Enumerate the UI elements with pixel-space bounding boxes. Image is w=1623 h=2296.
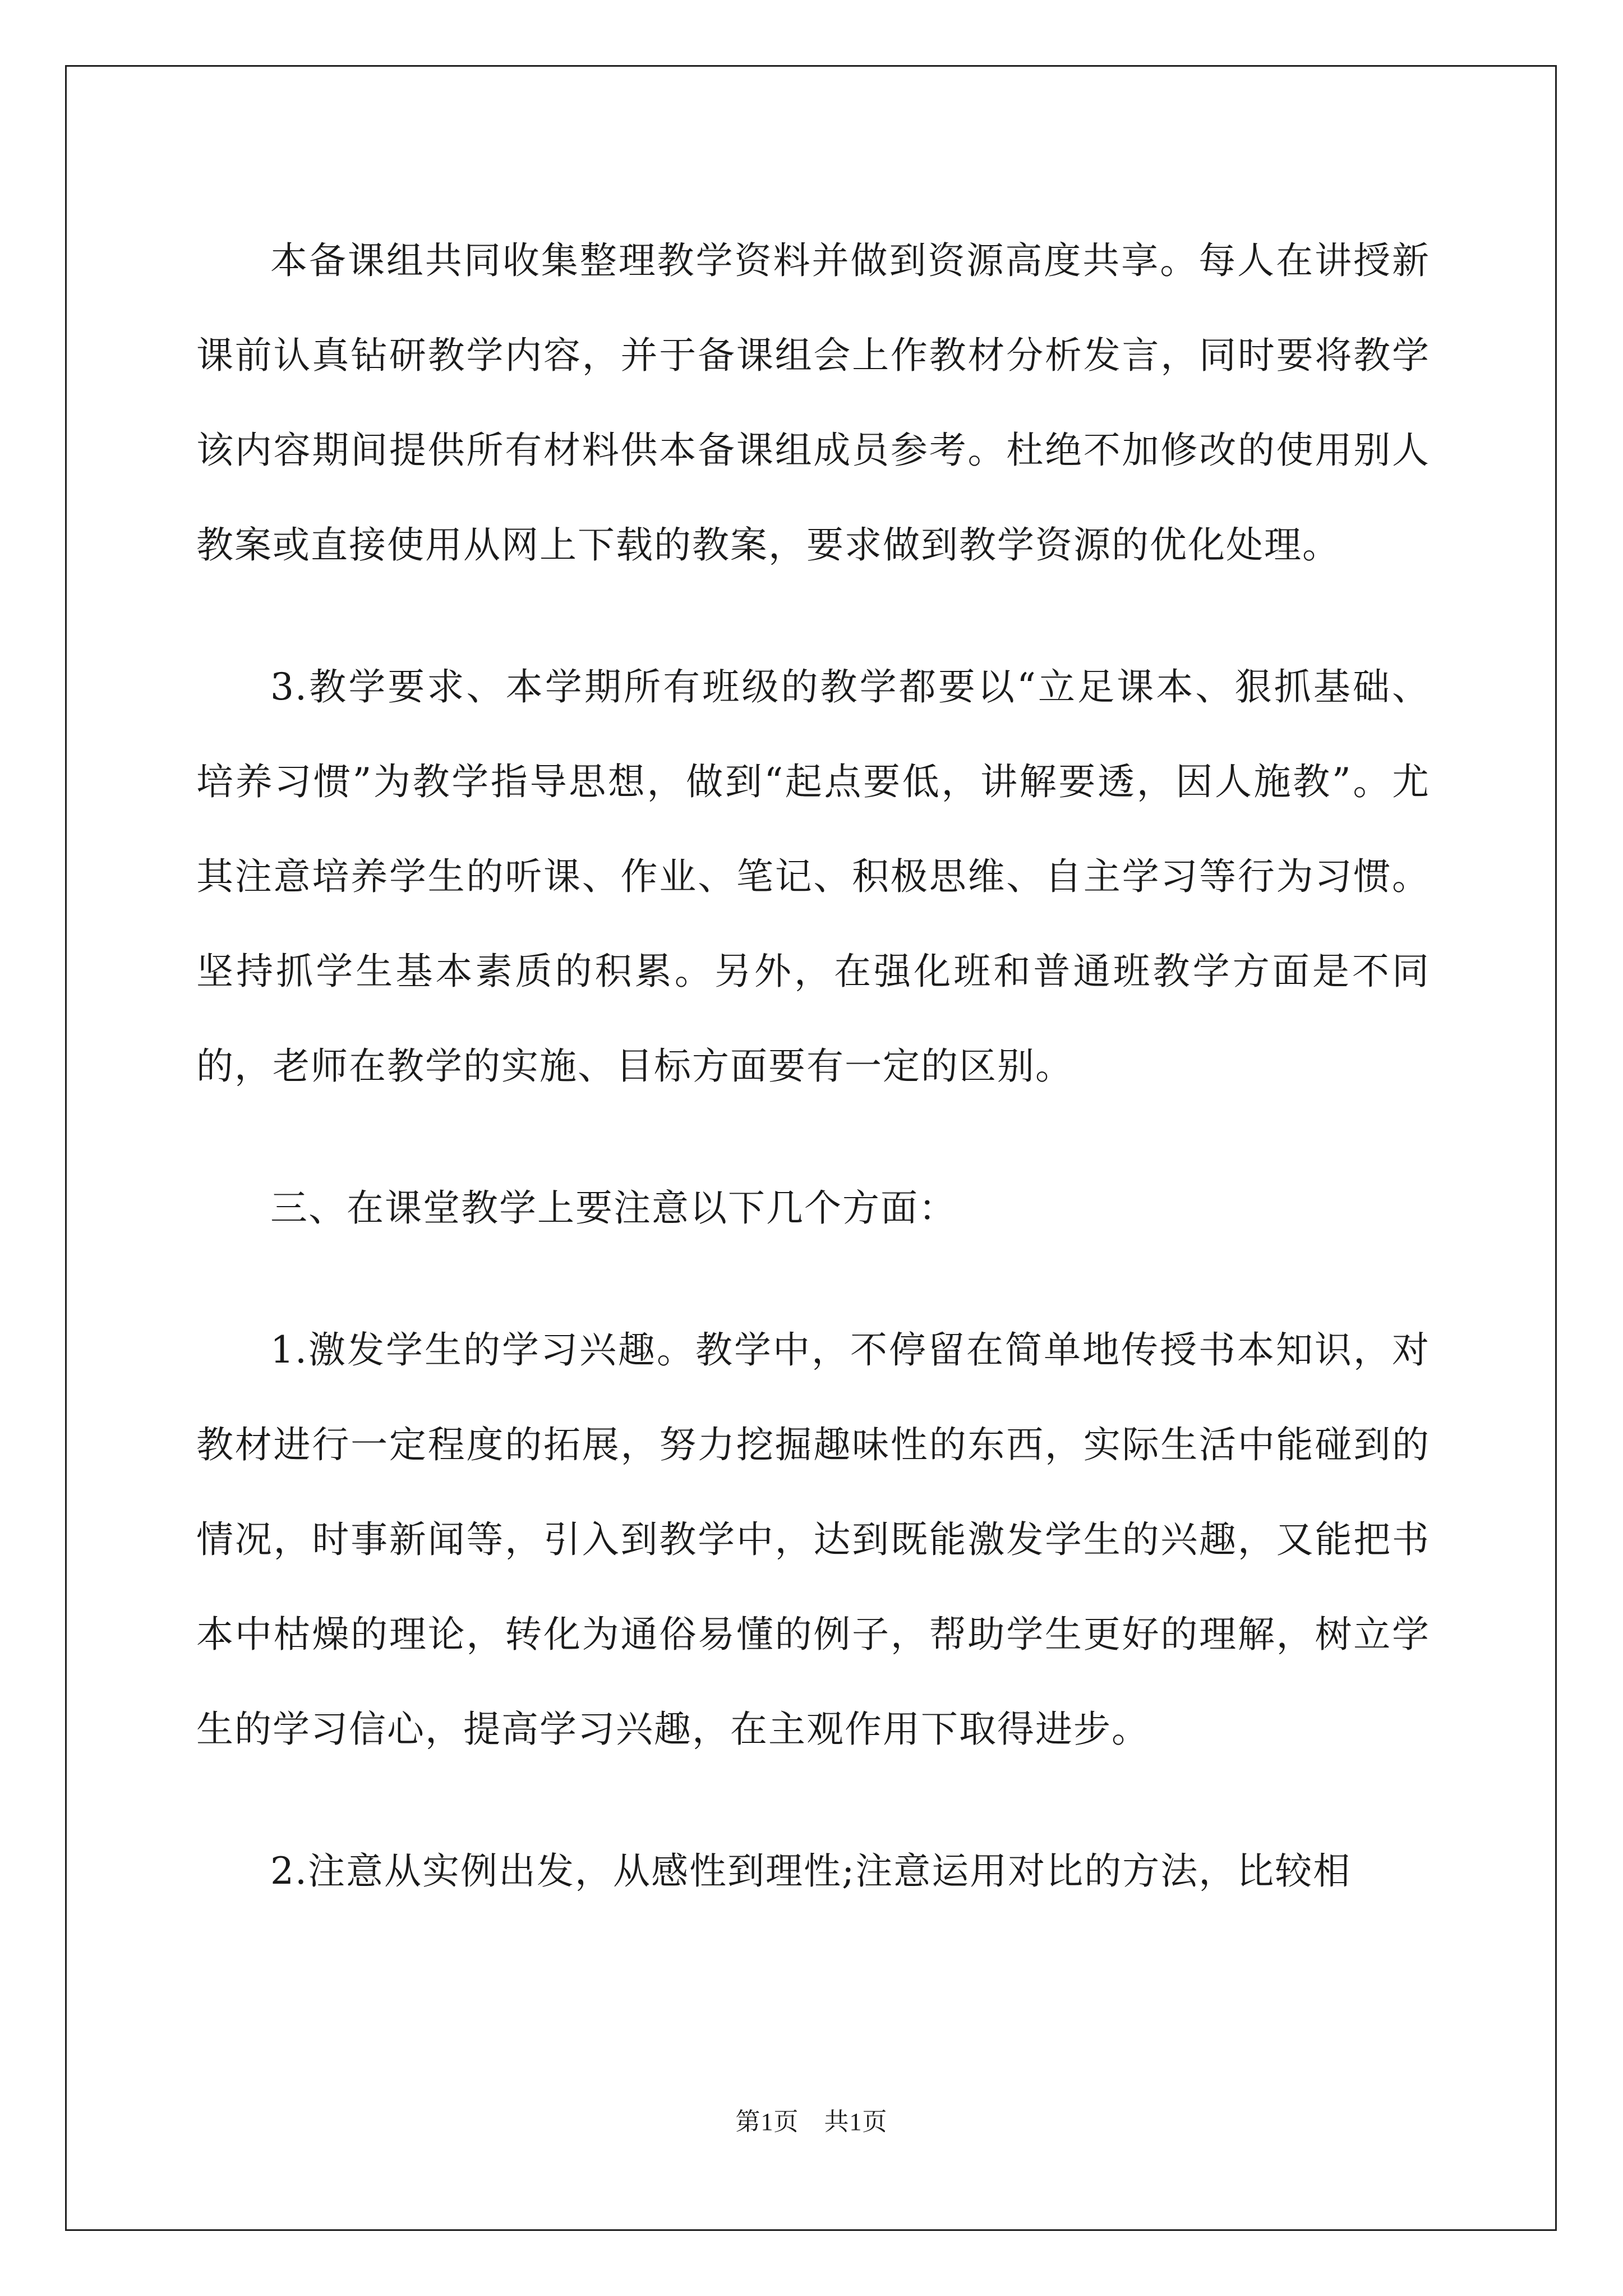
paragraph-examples: 2.注意从实例出发，从感性到理性;注意运用对比的方法，比较相 (270, 1849, 1352, 1893)
document-body (196, 213, 1430, 1918)
paragraph-interest: 1.激发学生的学习兴趣。教学中，不停留在简单地传授书本知识，对教材进行一定程度的拓展，努力挖掘趣味性的东西，实际生活中能碰到的情况，时事新闻等，引入到教学中，达到既能激发学生的兴趣，又能把书本中枯燥的理论，转化为通俗易懂的例子，帮助学生更好的理解，树立学生的学习信心，提高学习兴趣，在主观作用下取得进步。 (196, 1328, 1430, 1751)
paragraph-teaching-requirements: 3.教学要求、本学期所有班级的教学都要以“立足课本、狠抓基础、培养习惯”为教学指导思想，做到“起点要低，讲解要透，因人施教”。尤其注意培养学生的听课、作业、笔记、积极思维、自主学习等行为习惯。坚持抓学生基本素质的积累。另外，在强化班和普通班教学方面是不同的，老师在教学的实施、目标方面要有一定的区别。 (196, 665, 1430, 1088)
paragraph-resource-sharing: 本备课组共同收集整理教学资料并做到资源高度共享。每人在讲授新课前认真钻研教学内容，并于备课组会上作教材分析发言，同时要将教学该内容期间提供所有材料供本备课组成员参考。杜绝不加修改的使用别人教案或直接使用从网上下载的教案，要求做到教学资源的优化处理。 (196, 239, 1430, 567)
page-footer: 第1页 共1页 (735, 2108, 888, 2136)
section-heading-classroom: 三、在课堂教学上要注意以下几个方面： (270, 1186, 957, 1230)
